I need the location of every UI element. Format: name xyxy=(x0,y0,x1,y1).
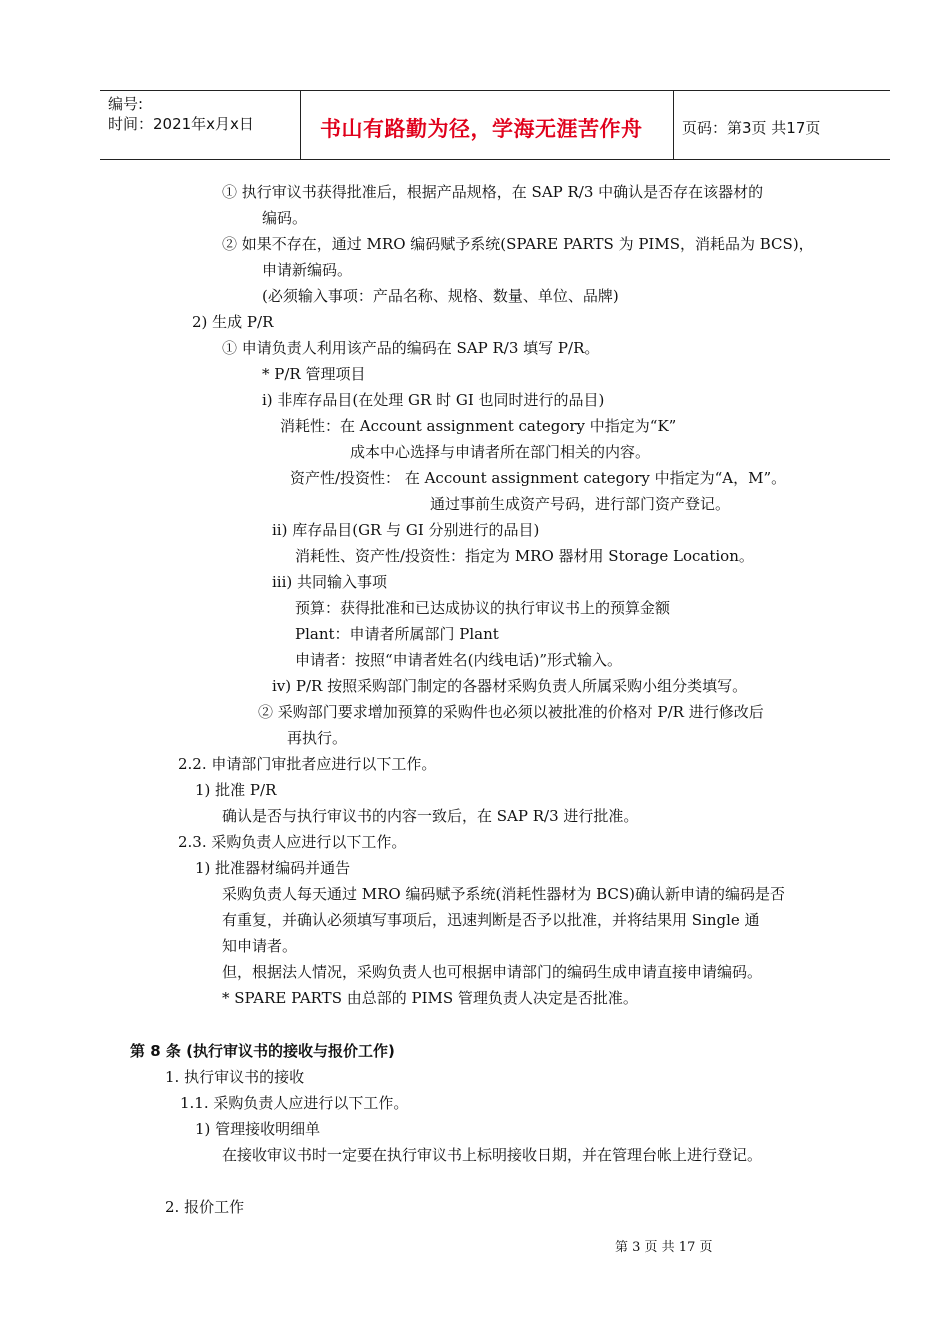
body-line: 预算：获得批准和已达成协议的执行审议书上的预算金额 xyxy=(295,599,671,617)
body-line: 1) 批准 P/R xyxy=(195,781,277,799)
body-line: Plant：申请者所属部门 Plant xyxy=(295,625,499,643)
body-line: ② 采购部门要求增加预算的采购件也必须以被批准的价格对 P/R 进行修改后 xyxy=(258,703,764,721)
body-line: 消耗性：在 Account assignment category 中指定为“K” xyxy=(280,417,677,435)
page-header xyxy=(100,90,890,160)
header-page-number: 页码：第3页 共17页 xyxy=(682,119,821,137)
body-line: iv) P/R 按照采购部门制定的各器材采购负责人所属采购小组分类填写。 xyxy=(272,677,748,695)
body-line: 成本中心选择与申请者所在部门相关的内容。 xyxy=(350,443,651,461)
body-line: ii) 库存品目(GR 与 GI 分别进行的品目) xyxy=(272,521,540,539)
body-line: 再执行。 xyxy=(287,729,348,747)
body-line: 采购负责人每天通过 MRO 编码赋予系统(消耗性器材为 BCS)确认新申请的编码是否 xyxy=(222,885,786,903)
body-line: (必须输入事项：产品名称、规格、数量、单位、品牌) xyxy=(262,287,619,305)
body-line: 消耗性、资产性/投资性：指定为 MRO 器材用 Storage Location。 xyxy=(295,547,754,565)
body-line: 但，根据法人情况，采购负责人也可根据申请部门的编码生成申请直接申请编码。 xyxy=(222,963,763,981)
body-line: 确认是否与执行审议书的内容一致后，在 SAP R/3 进行批准。 xyxy=(222,807,639,825)
body-line: * P/R 管理项目 xyxy=(262,365,366,383)
section-heading: 第 8 条 (执行审议书的接收与报价工作) xyxy=(130,1042,395,1060)
body-line: 有重复，并确认必须填写事项后，迅速判断是否予以批准，并将结果用 Single 通 xyxy=(222,911,760,929)
body-line: 通过事前生成资产号码，进行部门资产登记。 xyxy=(430,495,731,513)
body-line: 1.1. 采购负责人应进行以下工作。 xyxy=(180,1094,409,1112)
body-line: 资产性/投资性： 在 Account assignment category 中指定为“A，M”。 xyxy=(290,469,787,487)
body-line: 1. 执行审议书的接收 xyxy=(165,1068,305,1086)
body-line: 申请新编码。 xyxy=(262,261,353,279)
body-line: 1) 管理接收明细单 xyxy=(195,1120,321,1138)
body-line: 知申请者。 xyxy=(222,937,298,955)
body-line: ② 如果不存在，通过 MRO 编码赋予系统(SPARE PARTS 为 PIMS，消耗品为 BCS)， xyxy=(222,235,814,253)
header-motto: 书山有路勤为径，学海无涯苦作舟 xyxy=(320,117,643,141)
body-line: 1) 批准器材编码并通告 xyxy=(195,859,351,877)
body-line: 申请者：按照“申请者姓名(内线电话)”形式输入。 xyxy=(295,651,623,669)
body-line: 2.2. 申请部门审批者应进行以下工作。 xyxy=(178,755,437,773)
header-motto-cell xyxy=(300,91,674,159)
body-line: * SPARE PARTS 由总部的 PIMS 管理负责人决定是否批准。 xyxy=(222,989,638,1007)
document-number-label: 编号: xyxy=(108,95,144,113)
body-line: 在接收审议书时一定要在执行审议书上标明接收日期，并在管理台帐上进行登记。 xyxy=(222,1146,763,1164)
document-time-label: 时间：2021年x月x日 xyxy=(108,115,254,133)
header-page-cell xyxy=(674,91,890,159)
body-line: 2. 报价工作 xyxy=(165,1198,245,1216)
body-line: 编码。 xyxy=(262,209,308,227)
body-line: ① 申请负责人利用该产品的编码在 SAP R/3 填写 P/R。 xyxy=(222,339,600,357)
page-footer: 第 3 页 共 17 页 xyxy=(615,1240,713,1255)
header-info-cell xyxy=(100,91,301,159)
body-line: 2.3. 采购负责人应进行以下工作。 xyxy=(178,833,407,851)
body-line: i) 非库存品目(在处理 GR 时 GI 也同时进行的品目) xyxy=(262,391,605,409)
body-line: 2) 生成 P/R xyxy=(192,313,274,331)
body-line: ① 执行审议书获得批准后，根据产品规格，在 SAP R/3 中确认是否存在该器材的 xyxy=(222,183,764,201)
body-line: iii) 共同输入事项 xyxy=(272,573,388,591)
